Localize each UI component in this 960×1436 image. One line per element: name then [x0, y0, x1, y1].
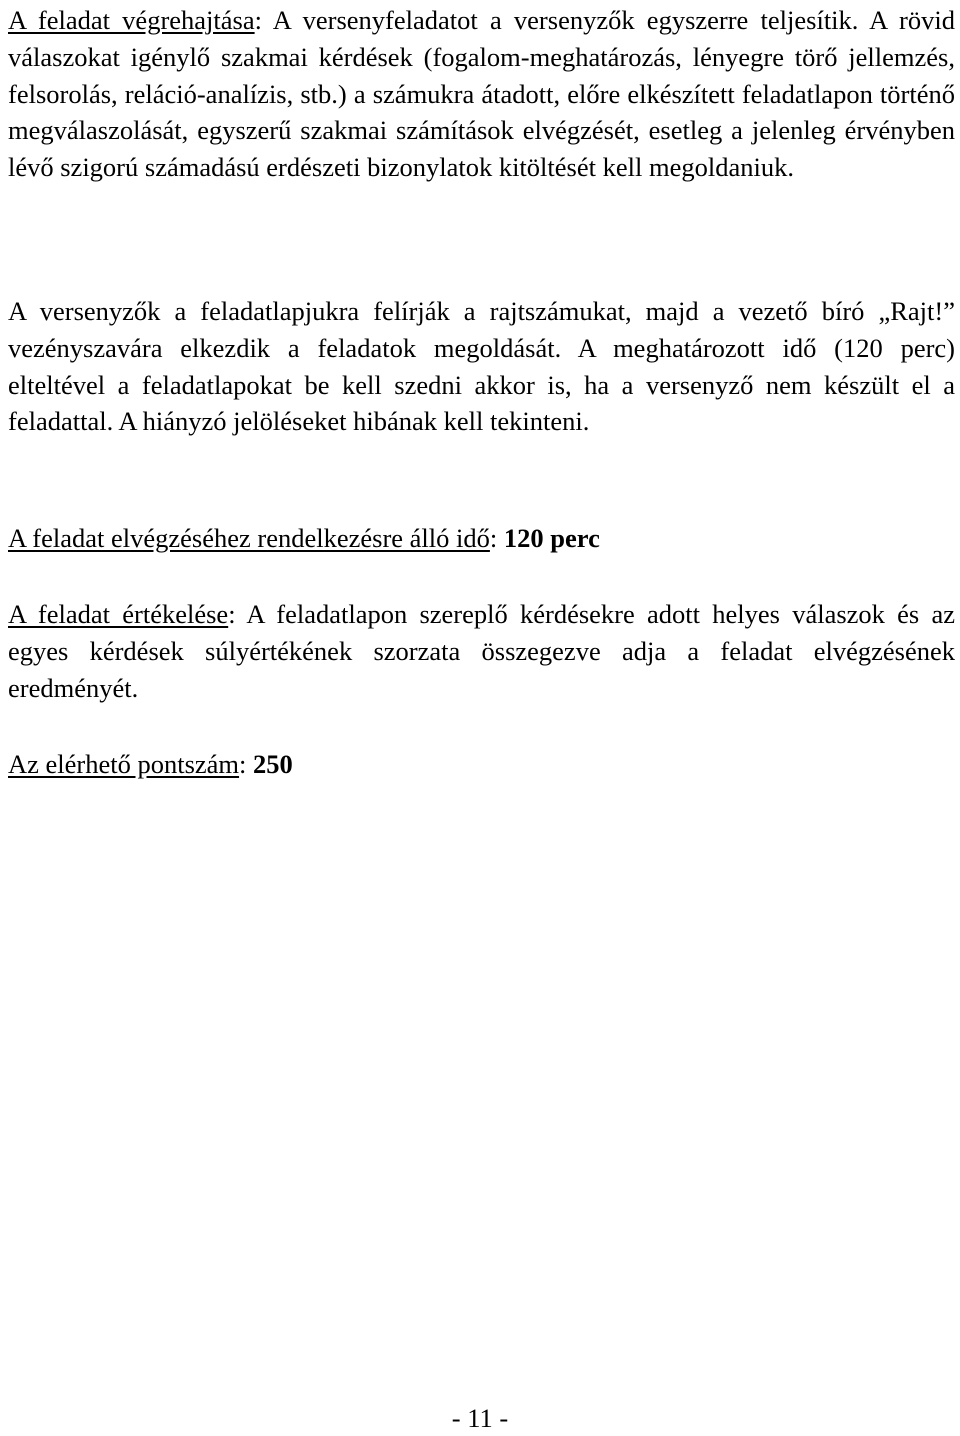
- evaluation-label: A feladat értékelése: [8, 599, 229, 629]
- points-label: Az elérhető pontszám: [8, 749, 240, 779]
- execution-paragraph: [8, 2, 955, 186]
- time-paragraph: [8, 520, 955, 557]
- evaluation-separator: :: [228, 599, 247, 629]
- execution-separator: :: [254, 5, 273, 35]
- execution-label: A feladat végrehajtása: [8, 5, 255, 35]
- time-separator: :: [489, 523, 504, 553]
- time-label: A feladat elvégzéséhez rendelkezésre álló idő: [8, 523, 490, 553]
- points-separator: :: [239, 749, 254, 779]
- page-number: - 11 -: [451, 1403, 509, 1433]
- start-paragraph: [8, 293, 955, 440]
- evaluation-text: A feladatlapon szereplő kérdésekre adott helyes válaszok és az egyes kérdések súlyértékének szorzata összegezve adja a feladat elvégzésének eredményét.: [8, 599, 955, 703]
- evaluation-paragraph: [8, 596, 955, 706]
- execution-text: A versenyfeladatot a versenyzők egyszerre teljesítik. A rövid válaszokat igénylő szakmai kérdések (fogalom-meghatározás, lényegre törő jellemzés, felsorolás, reláció-analízis, stb.) a számukra átadott, előre elkészített feladatlapon történő megválaszolását, egyszerű szakmai számítások elvégzését, esetleg a jelenleg érvényben lévő szigorú számadású erdészeti bizonylatok kitöltését kell megoldaniuk.: [8, 5, 955, 183]
- start-text: A versenyzők a feladatlapjukra felírják a rajtszámukat, majd a vezető bíró „Rajt!” vezényszavára elkezdik a feladatok megoldását. A meghatározott idő (120 perc) elteltével a feladatlapokat be kell szedni akkor is, ha a versenyző nem készült el a feladattal. A hiányzó jelöléseket hibának kell tekinteni.: [8, 296, 955, 437]
- points-paragraph: [8, 746, 955, 783]
- time-value: 120 perc: [503, 523, 600, 553]
- points-value: 250: [253, 749, 293, 779]
